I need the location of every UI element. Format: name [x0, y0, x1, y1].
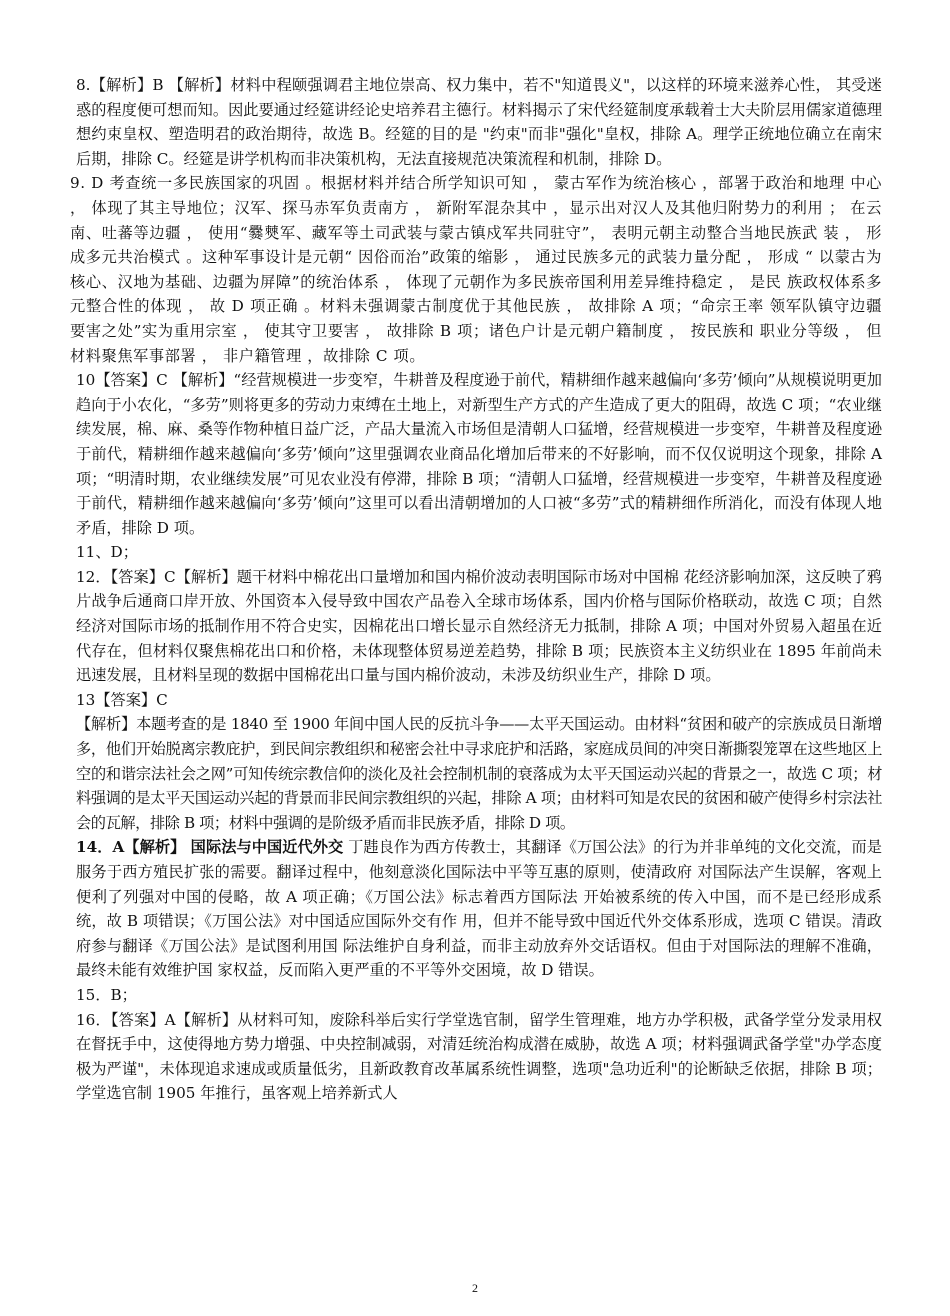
- page-number: 2: [472, 1281, 478, 1295]
- answer-q14-heading: 14．A【解析】 国际法与中国近代外交: [76, 838, 344, 857]
- answer-document: [70, 73, 882, 1106]
- answer-q11: 11、D；: [76, 543, 138, 562]
- answer-q9: 9. D 考查统一多民族国家的巩固 。根据材料并结合所学知识可知 ， 蒙古军作为统治核心 ，部署于政治和地理 中心 ， 体现了其主导地位；汉军、探马赤军负责南方 ， 新附军混杂其中 ，显示出对汉人及其他归附势力的利用 ； 在云南、吐蕃等边疆 ， 使用“爨僰军、藏军等土司武装与蒙古镇戍军共同驻守”， 表明元朝主动整合当地民族武 装 ， 形成多元共治模式 。这种军事设计是元朝“ 因俗而治”政策的缩影 ， 通过民族多元的武装力量分配 ， 形成 “ 以蒙古为核心、汉地为基础、边疆为屏障”的统治体系 ， 体现了元朝作为多民族帝国利用差异维持稳定 ， 是民 族政权体系多元整合性的体现 ， 故 D 项正确 。材料未强调蒙古制度优于其他民族 ， 故排除 A 项；“命宗王率 领军队镇守边疆要害之处”实为重用宗室 ， 使其守卫要害 ， 故排除 B 项；诸色户计是元朝户籍制度 ， 按民族和 职业分等级 ， 但材料聚焦军事部署 ， 非户籍管理 ，故排除 C 项。: [70, 174, 882, 365]
- answer-q13-analysis: 【解析】本题考查的是 1840 至 1900 年间中国人民的反抗斗争——太平天国运动。由材料“贫困和破产的宗族成员日渐增多，他们开始脱离宗教庇护，到民间宗教组织和秘密会社中寻求庇护和活路，家庭成员间的冲突日渐撕裂笼罩在这些地区上空的和谐宗法社会之网”可知传统宗教信仰的淡化及社会控制机制的衰落成为太平天国运动兴起的背景之一，故选 C 项；材料强调的是太平天国运动兴起的背景而非民间宗教组织的兴起，排除 A 项；由材料可知是农民的贫困和破产使得乡村宗法社会的瓦解，排除 B 项；材料中强调的是阶级矛盾而非民族矛盾，排除 D 项。: [76, 715, 882, 832]
- answer-q14-body: 丁韪良作为西方传教士，其翻译《万国公法》的行为并非单纯的文化交流，而是服务于西方殖民扩张的需要。翻译过程中，他刻意淡化国际法中平等互惠的原则，使清政府 对国际法产生误解，客观上便利了列强对中国的侵略，故 A 项正确；《万国公法》标志着西方国际法 开始被系统的传入中国，而不是已经形成系统，故 B 项错误；《万国公法》对中国适应国际外交有作 用，但并不能导致中国近代外交体系形成，选项 C 错误。清政府参与翻译《万国公法》是试图利用国 际法维护自身利益，而非主动放弃外交话语权。但由于对国际法的理解不准确，最终未能有效维护国 家权益，反而陷入更严重的不平等外交困境，故 D 错误。: [76, 838, 882, 980]
- answer-q15: 15．B；: [76, 985, 137, 1004]
- answer-q13-answer: 13【答案】C: [76, 690, 168, 709]
- answer-q14: [76, 835, 882, 983]
- answer-q16: 16．【答案】A【解析】从材料可知，废除科举后实行学堂选官制，留学生管理难，地方办学积极，武备学堂分发录用权在督抚手中，这使得地方势力增强、中央控制减弱，对清廷统治构成潜在威胁，故选 A 项；材料强调武备学堂"办学态度极为严谨"，未体现追求速成或质量低劣，且新政教育改革属系统性调整，选项"急功近利"的论断缺乏依据，排除 B 项；学堂选官制 1905 年推行，虽客观上培养新式人: [76, 1010, 882, 1103]
- answer-q12: 12．【答案】C【解析】题干材料中棉花出口量增加和国内棉价波动表明国际市场对中国棉 花经济影响加深，这反映了鸦片战争后通商口岸开放、外国资本入侵导致中国农产品卷入全球市场体系，国内价格与国际价格联动，故选 C 项；自然经济对国际市场的抵制作用不符合史实，因棉花出口增长显示自然经济无力抵制，排除 A 项；中国对外贸易入超虽在近代存在，但材料仅聚焦棉花出口和价格，未体现整体贸易逆差趋势，排除 B 项；民族资本主义纺织业在 1895 年前尚未迅速发展，且材料呈现的数据中国棉花出口量与国内棉价波动，未涉及纺织业生产，排除 D 项。: [76, 567, 882, 685]
- answer-q10: 10【答案】C 【解析】“经营规模进一步变窄，牛耕普及程度逊于前代，精耕细作越来越偏向‘多劳’倾向”从规模说明更加趋向于小农化，“多劳”则将更多的劳动力束缚在土地上，对新型生产方式的产生造成了更大的阻碍，故选 C 项；“农业继续发展，棉、麻、桑等作物种植日益广泛，产品大量流入市场但是清朝人口猛增，经营规模进一步变窄，牛耕普及程度逊于前代，精耕细作越来越偏向‘多劳’倾向”这里强调农业商品化增加后带来的不好影响，而不仅仅说明这个现象，排除 A 项；“明清时期，农业继续发展”可见农业没有停滞，排除 B 项；“清朝人口猛增，经营规模进一步变窄，牛耕普及程度逊于前代，精耕细作越来越偏向‘多劳’倾向”这里可以看出清朝增加的人口被“多劳”式的精耕细作所消化，而没有体现人地矛盾，排除 D 项。: [76, 371, 882, 537]
- answer-q8: 8.【解析】B 【解析】材料中程颐强调君主地位崇高、权力集中，若不"知道畏义"，以这样的环境来滋养心性， 其受迷惑的程度便可想而知。因此要通过经筵讲经论史培养君主德行。材料揭示了宋代经筵制度承载着士大夫阶层用儒家道德理想约束皇权、塑造明君的政治期待，故选 B。经筵的目的是 "约束"而非"强化"皇权，排除 A。理学正统地位确立在南宋后期，排除 C。经筵是讲学机构而非决策机构，无法直接规范决策流程和机制，排除 D。: [76, 76, 882, 168]
